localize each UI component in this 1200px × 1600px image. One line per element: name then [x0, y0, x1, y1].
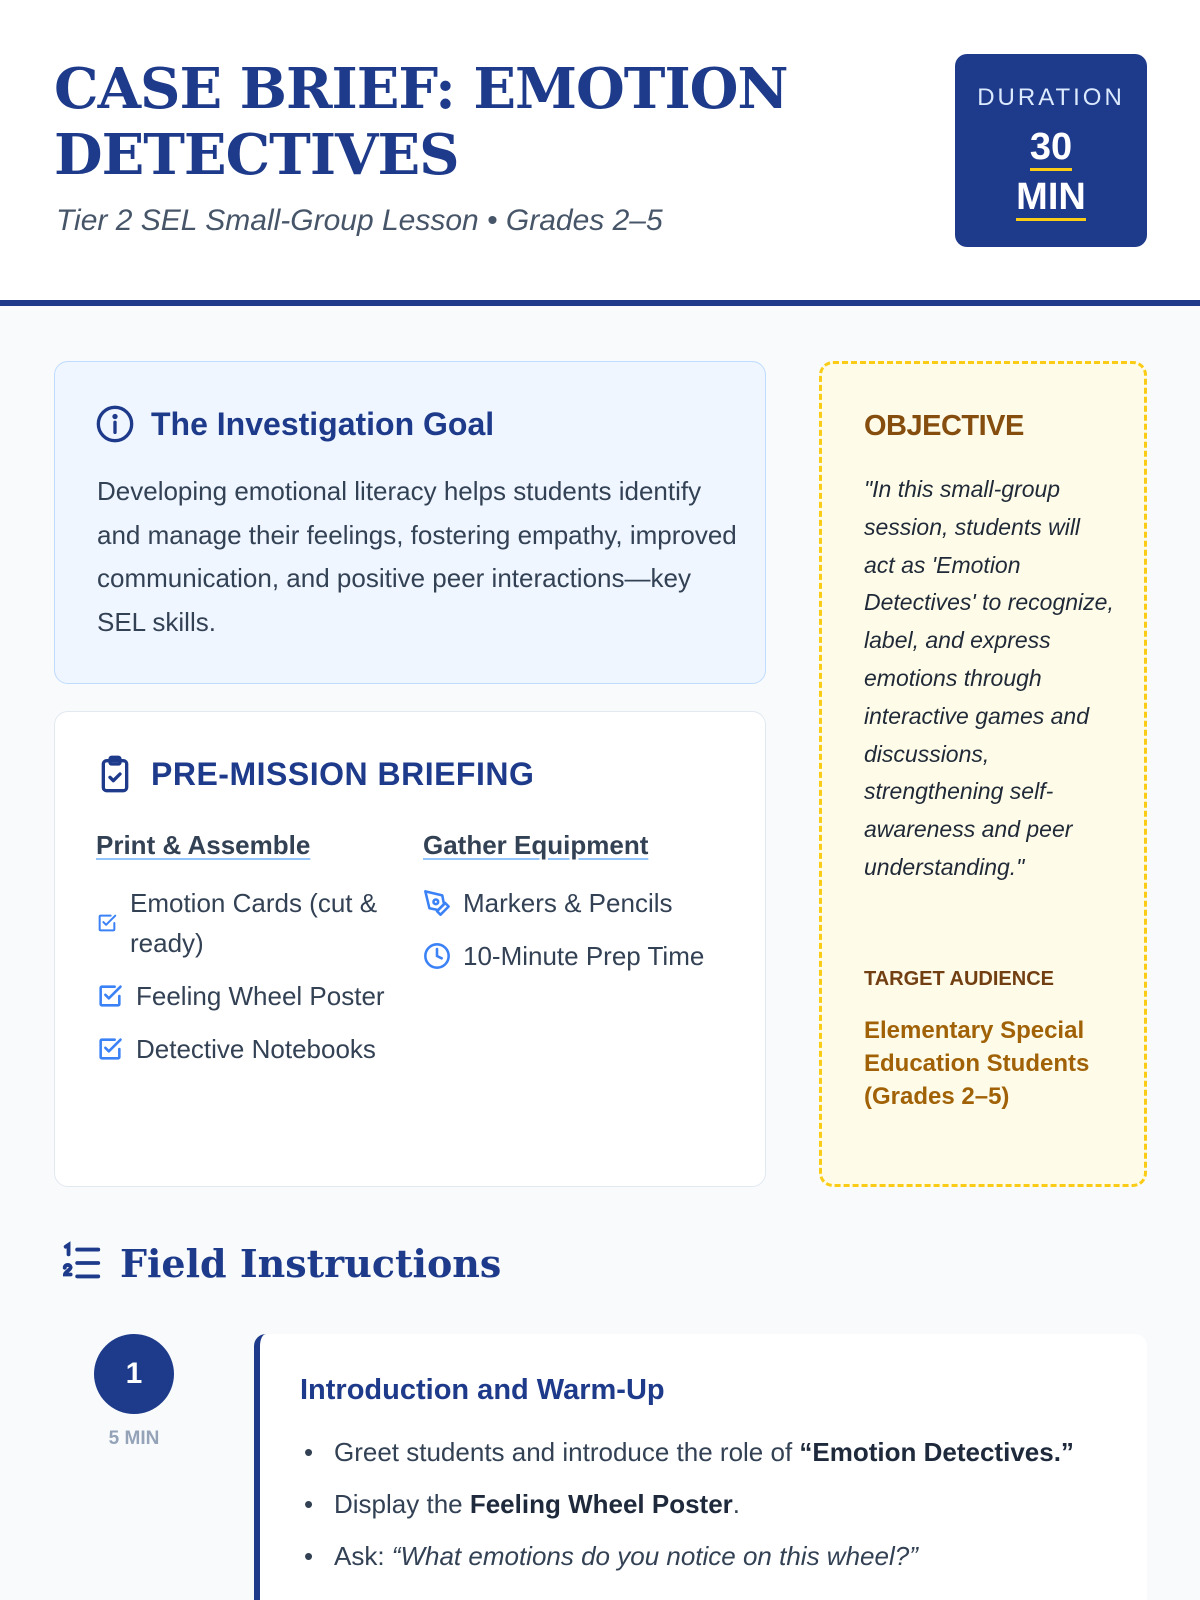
print-assemble-heading: Print & Assemble [96, 830, 311, 860]
list-item: • Ask: “What emotions do you notice on this wheel?” [300, 1536, 1090, 1576]
print-assemble-column [96, 830, 406, 1082]
clipboard-check-icon [95, 754, 135, 794]
goal-text: Developing emotional literacy helps students identify and manage their feelings, fostering empathy, improved communication, and positive peer interactions—key SEL skills. [97, 476, 737, 637]
page-title: CASE BRIEF: EMOTION DETECTIVES [54, 56, 788, 188]
list-item [96, 1029, 406, 1069]
briefing-title: PRE-MISSION BRIEFING [151, 755, 535, 792]
list-item: • Display the Feeling Wheel Poster. [300, 1484, 1090, 1524]
step-title: Introduction and Warm-Up [300, 1374, 665, 1406]
print-item-label: Feeling Wheel Poster [136, 981, 385, 1011]
goal-header [95, 404, 494, 444]
step-number-badge: 1 [94, 1334, 174, 1414]
header [0, 0, 1200, 306]
list-item [423, 936, 733, 976]
objective-text: "In this small-group session, students will act as 'Emotion Detectives' to recognize, label, and express emotions through interactive games and discussions, strengthening self-awareness and peer understanding." [864, 476, 1114, 880]
target-audience-label: TARGET AUDIENCE [864, 968, 1054, 990]
investigation-goal-card [54, 361, 766, 684]
checkbox-icon [96, 982, 124, 1010]
field-instructions-title: Field Instructions [120, 1240, 502, 1286]
clock-icon [423, 942, 451, 970]
objective-card [819, 361, 1147, 1187]
list-item [423, 883, 733, 923]
page-subtitle: Tier 2 SEL Small-Group Lesson • Grades 2–5 [56, 204, 663, 237]
duration-badge [955, 54, 1147, 247]
checkbox-icon [96, 912, 118, 934]
briefing-header [95, 754, 534, 794]
numbered-list-icon [58, 1240, 104, 1286]
checkbox-icon [96, 1035, 124, 1063]
print-item-label: Emotion Cards (cut & ready) [130, 888, 378, 958]
pre-mission-briefing-card [54, 711, 766, 1187]
duration-number: 30 [1030, 126, 1072, 171]
gather-equipment-heading: Gather Equipment [423, 830, 649, 860]
gather-item-label: 10-Minute Prep Time [463, 941, 705, 971]
list-item [96, 883, 406, 963]
goal-title: The Investigation Goal [151, 405, 495, 442]
objective-title: OBJECTIVE [864, 410, 1024, 442]
list-item [96, 976, 406, 1016]
pen-tool-icon [423, 889, 451, 917]
gather-item-label: Markers & Pencils [463, 888, 673, 918]
list-item: • Greet students and introduce the role of “Emotion Detectives.” [300, 1432, 1090, 1472]
step-instruction-list [300, 1432, 1090, 1588]
step-time: 5 MIN [108, 1428, 160, 1449]
target-audience-text: Elementary Special Education Students (Grades 2–5) [864, 1017, 1090, 1110]
print-item-label: Detective Notebooks [136, 1034, 376, 1064]
duration-unit: MIN [1016, 176, 1086, 221]
duration-value [955, 122, 1147, 222]
step-card [254, 1334, 1147, 1600]
gather-equipment-column [423, 830, 733, 989]
duration-label: DURATION [977, 84, 1125, 111]
info-icon [95, 404, 135, 444]
field-instructions-header [58, 1240, 501, 1286]
